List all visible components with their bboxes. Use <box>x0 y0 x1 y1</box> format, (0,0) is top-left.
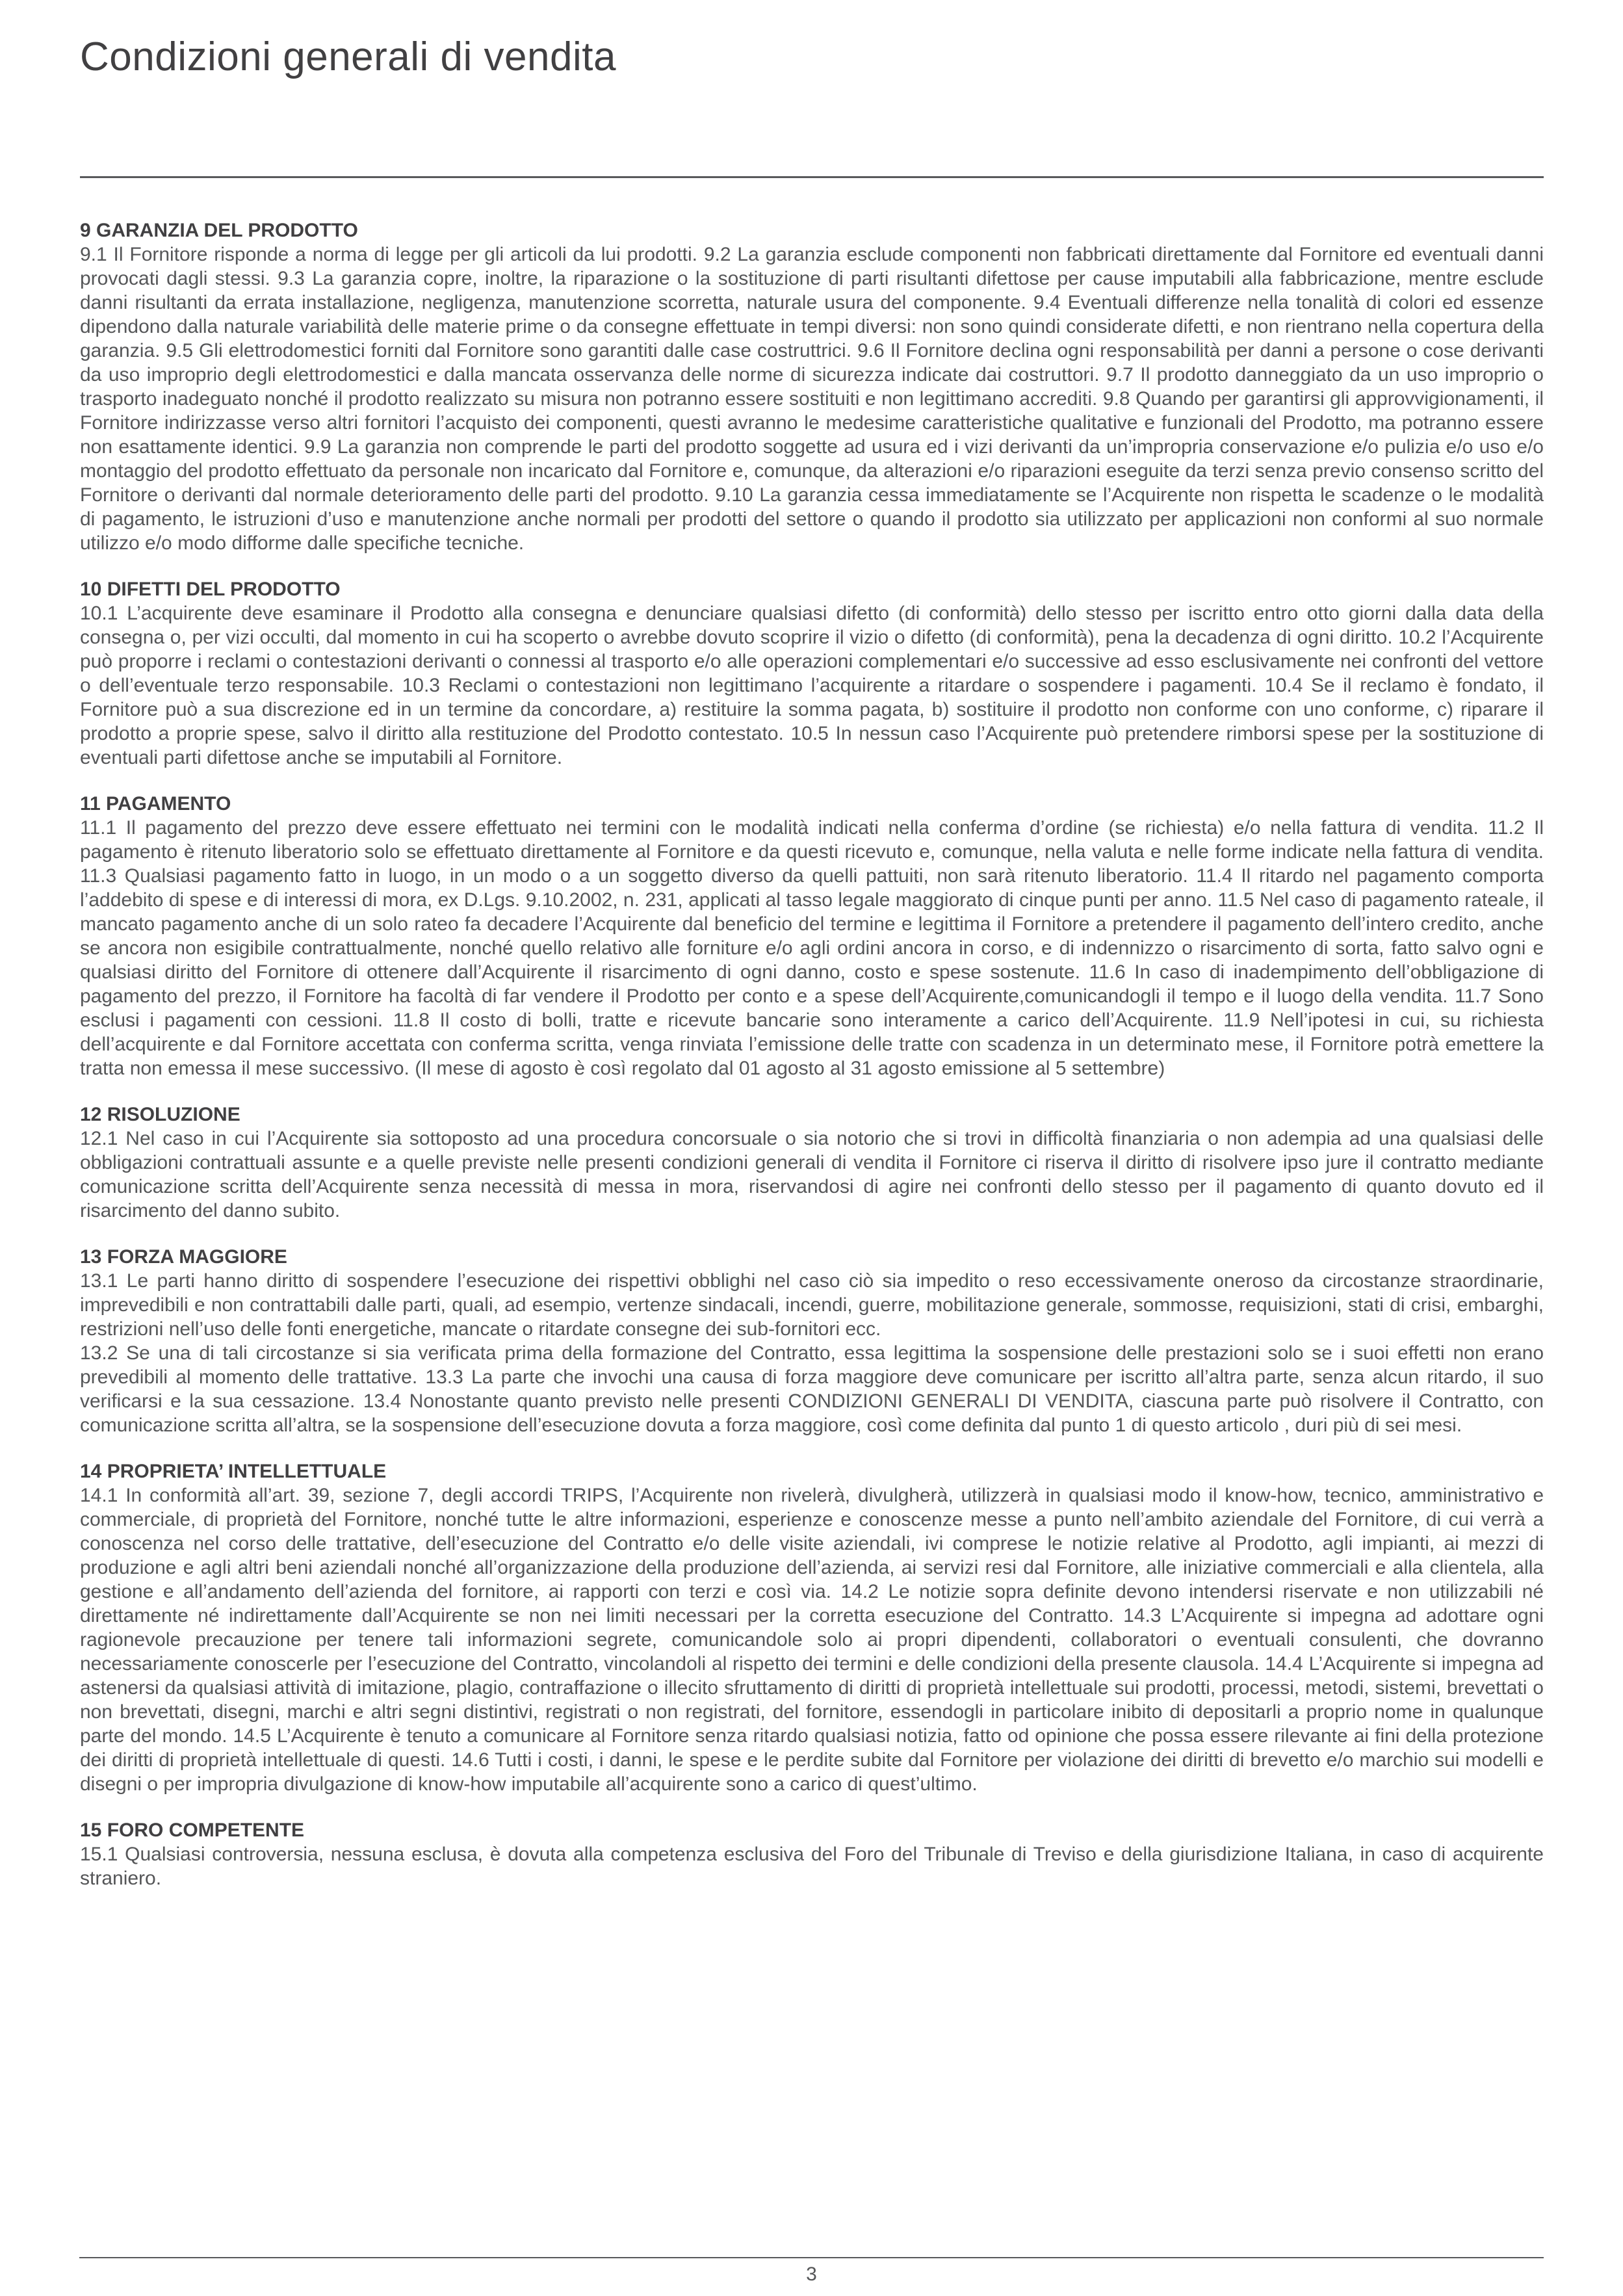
section-paragraphs <box>80 601 1544 770</box>
section-paragraph: 10.1 L’acquirente deve esaminare il Prodotto alla consegna e denunciare qualsiasi difetto (di conformità) dello stesso per iscritto entro otto giorni dalla data della consegna o, per vizi occulti, dal momento in cui ha scoperto o avrebbe dovuto scoprire il vizio o difetto (di conformità), pena la decadenza di ogni diritto. 10.2 l’Acquirente può proporre i reclami o contestazioni derivanti o connessi al trasporto e/o alle operazioni complementari e/o successive ad esso esclusivamente nei confronti del vettore o dell’eventuale terzo responsabile. 10.3 Reclami o contestazioni non legittimano l’acquirente a ritardare o sospendere i pagamenti. 10.4 Se il reclamo è fondato, il Fornitore può a sua discrezione ed in un termine da concordare, a) restituire la somma pagata, b) sostituire il prodotto non conforme con uno conforme, c) riparare il prodotto a proprie spese, salvo il diritto alla restituzione del Prodotto contestato. 10.5 In nessun caso l’Acquirente può pretendere rimborsi spese per la sostituzione di eventuali parti difettose anche se imputabili al Fornitore. <box>80 603 1544 768</box>
section-paragraphs <box>80 1483 1544 1796</box>
page-footer <box>79 2257 1544 2286</box>
section-heading: 10 DIFETTI DEL PRODOTTO <box>80 579 341 600</box>
terms-section <box>80 577 1544 770</box>
section-paragraph: 15.1 Qualsiasi controversia, nessuna esclusa, è dovuta alla competenza esclusiva del Foro del Tribunale di Treviso e della giurisdizione Italiana, in caso di acquirente straniero. <box>80 1844 1544 1889</box>
section-heading: 11 PAGAMENTO <box>80 793 231 815</box>
section-paragraphs <box>80 242 1544 555</box>
terms-section <box>80 218 1544 555</box>
section-paragraph: 12.1 Nel caso in cui l’Acquirente sia sottoposto ad una procedura concorsuale o sia notorio che si trovi in difficoltà finanziaria o non adempia ad una qualsiasi delle obbligazioni contrattuali assunte e a quelle previste nelle presenti condizioni generali di vendita il Fornitore ci riserva il diritto di risolvere ipso jure il contratto mediante comunicazione scritta dell’Acquirente senza necessità di messa in mora, riservandosi di agire nei confronti dello stesso per il pagamento di quanto dovuto ed il risarcimento del danno subito. <box>80 1128 1544 1221</box>
section-paragraphs <box>80 816 1544 1080</box>
terms-section <box>80 1245 1544 1437</box>
terms-section <box>80 1459 1544 1796</box>
page-title: Condizioni generali di vendita <box>80 34 616 79</box>
section-paragraphs <box>80 1127 1544 1223</box>
section-paragraph: 14.1 In conformità all’art. 39, sezione 7, degli accordi TRIPS, l’Acquirente non rivelerà, divulgherà, utilizzerà in qualsiasi modo il know-how, tecnico, amministrativo e commerciale, di proprietà del Fornitore, nonché tutte le altre informazioni, esperienze e conoscenze messe a punto nell’ambito aziendale del Fornitore, di cui verrà a conoscenza nel corso delle trattative, dell’esecuzione del Contratto e/o delle visite aziendali, ivi comprese le notizie relative al Prodotto, agli impianti, ai mezzi di produzione e agli altri beni aziendali nonché all’organizzazione della produzione dell’azienda, ai servizi resi dal Fornitore, alle iniziative commerciali e alla clientela, alla gestione e all’andamento dell’azienda del fornitore, ai rapporti con terzi e così via. 14.2 Le notizie sopra definite devono intendersi riservate e non utilizzabili né direttamente né indirettamente dall’Acquirente se non nei limiti necessari per la corretta esecuzione del Contratto. 14.3 L’Acquirente si impegna ad adottare ogni ragionevole precauzione per tenere tali informazioni segrete, comunicandole solo ai propri dipendenti, collaboratori o eventuali consulenti, che dovranno necessariamente conoscerle per l’esecuzione del Contratto, vincolandoli al rispetto dei termini e delle condizioni della presente clausola. 14.4 L’Acquirente si impegna ad astenersi da qualsiasi attività di imitazione, plagio, contraffazione o illecito sfruttamento di diritti di proprietà intellettuale sui prodotti, processi, metodi, sistemi, brevettati o non brevettati, disegni, marchi e altri segni distintivi, registrati o non registrati, del fornitore, essendogli in particolare inibito di depositarli a proprio nome in qualunque parte del mondo. 14.5 L’Acquirente è tenuto a comunicare al Fornitore senza ritardo qualsiasi notizia, fatto od opinione che possa essere rilevante ai fini della protezione dei diritti di proprietà intellettuale di questi. 14.6 Tutti i costi, i danni, le spese e le perdite subite dal Fornitore per violazione dei diritti di brevetto e/o marchio sui modelli e disegni o per impropria divulgazione di know-how imputabile all’acquirente sono a carico di quest’ultimo. <box>80 1485 1544 1795</box>
section-paragraphs <box>80 1269 1544 1437</box>
section-paragraphs <box>80 1842 1544 1890</box>
section-heading: 9 GARANZIA DEL PRODOTTO <box>80 220 358 241</box>
sections-container <box>80 218 1544 1890</box>
section-heading: 13 FORZA MAGGIORE <box>80 1246 287 1268</box>
page-number: 3 <box>806 2263 817 2285</box>
terms-section <box>80 792 1544 1080</box>
footer-divider <box>79 2257 1544 2258</box>
section-paragraph: 9.1 Il Fornitore risponde a norma di legge per gli articoli da lui prodotti. 9.2 La garanzia esclude componenti non fabbricati direttamente dal Fornitore ed eventuali danni provocati dagli stessi. 9.3 La garanzia copre, inoltre, la riparazione o la sostituzione di parti risultanti difettose per cause imputabili alla fabbricazione, mentre esclude danni risultanti da errata installazione, negligenza, manutenzione scorretta, naturale usura del componente. 9.4 Eventuali differenze nella tonalità di colori ed essenze dipendono dalla naturale variabilità delle materie prime o da consegne effettuate in tempi diversi: non sono quindi considerate difetti, e non rientrano nella copertura della garanzia. 9.5 Gli elettrodomestici forniti dal Fornitore sono garantiti dalle case costruttrici. 9.6 Il Fornitore declina ogni responsabilità per danni a persone o cose derivanti da uso improprio degli elettrodomestici e dalla mancata osservanza delle norme di sicurezza indicate dai costruttori. 9.7 Il prodotto danneggiato da un uso improprio o trasporto inadeguato nonché il prodotto realizzato su misura non potranno essere sostituiti e non legittimano accrediti. 9.8 Quando per garantirsi gli approvvigionamenti, il Fornitore indirizzasse verso altri fornitori l’acquisto dei componenti, questi avranno le medesime caratteristiche qualitative e funzionali del Prodotto, ma potranno essere non esattamente identici. 9.9 La garanzia non comprende le parti del prodotto soggette ad usura ed i vizi derivanti da un’impropria conservazione e/o pulizia e/o uso e/o montaggio del prodotto effettuato da personale non incaricato dal Fornitore e, comunque, da alterazioni e/o riparazioni eseguite da terzi senza previo consenso scritto del Fornitore o derivanti dal normale deterioramento delle parti del prodotto. 9.10 La garanzia cessa immediatamente se l’Acquirente non rispetta le scadenze o le modalità di pagamento, le istruzioni d’uso e manutenzione anche normali per prodotti del settore o quando il prodotto sia utilizzato per applicazioni non conformi al suo normale utilizzo e/o modo difforme dalle specifiche tecniche. <box>80 244 1544 554</box>
section-heading: 14 PROPRIETA’ INTELLETTUALE <box>80 1461 387 1482</box>
section-paragraph: 11.1 Il pagamento del prezzo deve essere effettuato nei termini con le modalità indicati nella conferma d’ordine (se richiesta) e/o nella fattura di vendita. 11.2 Il pagamento è ritenuto liberatorio solo se effettuato direttamente al Fornitore e da questi ricevuto e, comunque, nella valuta e nelle forme indicate nella fattura di vendita. 11.3 Qualsiasi pagamento fatto in luogo, in un modo o a un soggetto diverso da quelli pattuiti, non sarà ritenuto liberatorio. 11.4 Il ritardo nel pagamento comporta l’addebito di spese e di interessi di mora, ex D.Lgs. 9.10.2002, n. 231, applicati al tasso legale maggiorato di cinque punti per anno. 11.5 Nel caso di pagamento rateale, il mancato pagamento anche di un solo rateo fa decadere l’Acquirente dal beneficio del termine e legittima il Fornitore a pretendere il pagamento dell’intero credito, anche se ancora non esigibile contrattualmente, nonché quello relativo alle forniture e/o agli ordini ancora in corso, e di indennizzo o risarcimento di sorta, fatto salvo ogni e qualsiasi diritto del Fornitore di ottenere dall’Acquirente il risarcimento di ogni danno, costo e spese sostenute. 11.6 In caso di inadempimento dell’obbligazione di pagamento del prezzo, il Fornitore ha facoltà di far vendere il Prodotto per conto e a spese dell’Acquirente,comunicandogli il tempo e il luogo della vendita. 11.7 Sono esclusi i pagamenti con cessioni. 11.8 Il costo di bolli, tratte e ricevute bancarie sono interamente a carico dell’Acquirente. 11.9 Nell’ipotesi in cui, su richiesta dell’acquirente e dal Fornitore accettata con conferma scritta, venga rinviata l’emissione delle tratte con scadenza in un determinato mese, il Fornitore potrà emettere la tratta non emessa il mese successivo. (Il mese di agosto è così regolato dal 01 agosto al 31 agosto emissione al 5 settembre) <box>80 817 1544 1079</box>
terms-section <box>80 1818 1544 1890</box>
section-heading: 15 FORO COMPETENTE <box>80 1820 305 1841</box>
section-paragraph: 13.2 Se una di tali circostanze si sia verificata prima della formazione del Contratto, essa legittima la sospensione delle prestazioni solo se i suoi effetti non erano prevedibili al momento delle trattative. 13.3 La parte che invochi una causa di forza maggiore deve comunicare per iscritto all’altra parte, senza alcun ritardo, il suo verificarsi e la sua cessazione. 13.4 Nonostante quanto previsto nelle presenti CONDIZIONI GENERALI DI VENDITA, ciascuna parte può risolvere il Contratto, con comunicazione scritta all’altra, se la sospensione dell’esecuzione dovuta a forza maggiore, così come definita dal punto 1 di questo articolo , duri più di sei mesi. <box>80 1342 1544 1436</box>
terms-section <box>80 1102 1544 1223</box>
page-header <box>80 34 1544 178</box>
header-divider <box>80 176 1544 178</box>
section-heading: 12 RISOLUZIONE <box>80 1104 240 1125</box>
section-paragraph: 13.1 Le parti hanno diritto di sospendere l’esecuzione dei rispettivi obblighi nel caso ciò sia impedito o reso eccessivamente oneroso da circostanze straordinarie, imprevedibili e non contrattabili dalle parti, quali, ad esempio, vertenze sindacali, incendi, guerre, mobilitazione generale, sommosse, requisizioni, stati di crisi, embarghi, restrizioni nell’uso delle fonti energetiche, mancate o ritardate consegne dei sub-fornitori ecc. <box>80 1270 1544 1340</box>
